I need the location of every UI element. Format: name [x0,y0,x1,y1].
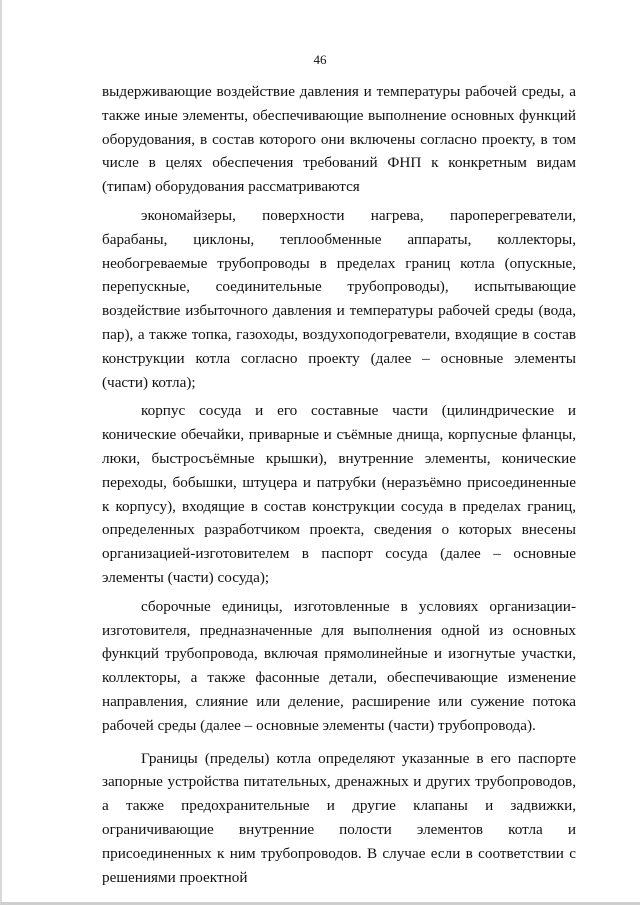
document-body [102,80,576,889]
page-number: 46 [313,52,327,67]
paragraph-pipeline-elements: сборочные единицы, изготовленные в условиях организации-изготовителя, предназначенные для выполнения одной из основных функций трубопровода, включая прямолинейные и изогнутые участки, коллекторы, а также фасонные детали, обеспечивающие изменение направления, слияние или деление, расширение или сужение потока рабочей среды (далее – основные элементы (части) трубопровода). [102,597,576,734]
paragraph-continuation: выдерживающие воздействие давления и температуры рабочей среды, а также иные элементы, обеспечивающие выполнение основных функций оборудования, в состав которого они включены согласно проекту, в том числе в целях обеспечения требований ФНП к конкретным видам (типам) оборудования рассматриваются [102,83,576,196]
scan-edge-shadow [0,0,2,905]
paragraph-boiler-boundaries: Границы (пределы) котла определяют указанные в его паспорте запорные устройства питательных, дренажных и других трубопроводов, а также предохранительные и другие клапаны и задвижки, ограничивающие внутренние полости элементов котла и присоединенных к ним трубопроводов. В случае если в соответствии с решениями проектной [102,749,576,886]
paragraph-boiler-elements: экономайзеры, поверхности нагрева, пароперегреватели, барабаны, циклоны, теплообменные аппараты, коллекторы, необогреваемые трубопроводы в пределах границ котла (опускные, перепускные, соединительные трубопроводы), испытывающие воздействие избыточного давления и температуры рабочей среды (вода, пар), а также топка, газоходы, воздухоподогреватели, входящие в состав конструкции котла согласно проекту (далее – основные элементы (части) котла); [102,206,576,391]
paragraph-vessel-elements: корпус сосуда и его составные части (цилиндрические и конические обечайки, приварные и съёмные днища, корпусные фланцы, люки, быстросъёмные крышки), внутренние элементы, конические переходы, бобышки, штуцера и патрубки (неразъёмно присоединенные к корпусу), входящие в состав конструкции сосуда в пределах границ, определенных разработчиком проекта, сведения о которых внесены организацией-изготовителем в паспорт сосуда (далее – основные элементы (части) сосуда); [102,402,576,586]
